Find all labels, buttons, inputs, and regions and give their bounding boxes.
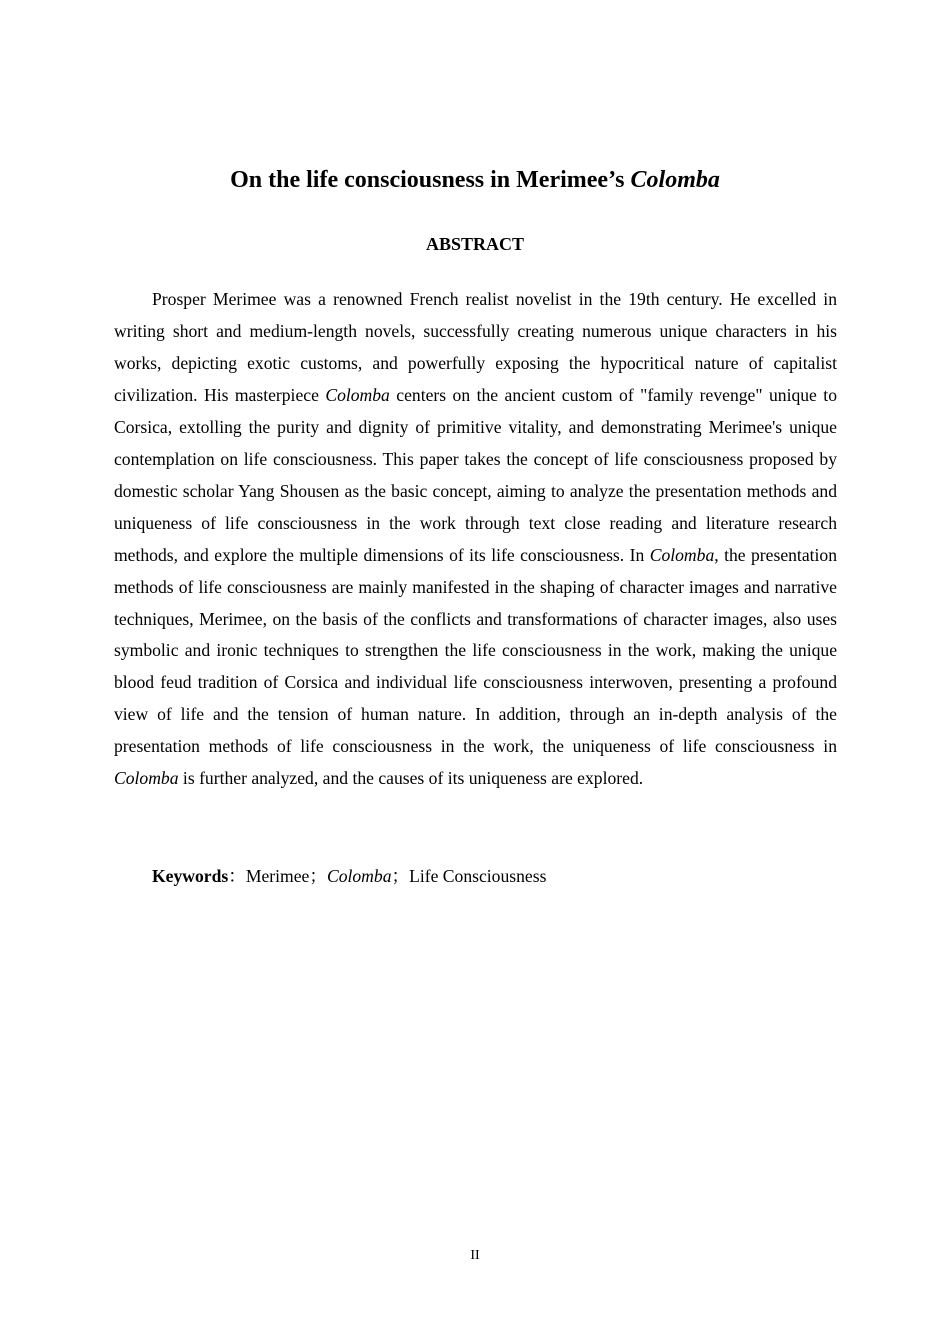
abstract-heading: ABSTRACT — [425, 234, 525, 254]
paper-title-text: On the life consciousness in Merimee’s — [230, 167, 631, 193]
keyword-separator: ； — [391, 866, 410, 886]
keyword-item: Colomba — [326, 866, 392, 886]
abstract-work-title-3: Colomba — [114, 768, 179, 789]
keywords-line — [152, 860, 546, 892]
keywords-label: Keywords — [152, 866, 229, 886]
abstract-work-title-1: Colomba — [325, 384, 390, 405]
page-number: II — [470, 1248, 480, 1263]
abstract-text-part-4: is further analyzed, and the causes of its uniqueness are explored. — [178, 768, 644, 789]
abstract-text-part-2: centers on the ancient custom of "family revenge" unique to Corsica, extolling the purity and dignity of primitive vitality, and demonstrating Merimee's unique contemplation on life consciousness. This paper takes the concept of life consciousness proposed by domestic scholar Yang Shousen as the basic concept, aiming to analyze the presentation methods and uniqueness of life consciousness in the work through text close reading and literature research methods, and explore the multiple dimensions of its life consciousness. In — [114, 384, 837, 565]
abstract-work-title-2: Colomba — [649, 544, 715, 565]
abstract-text-part-3: , the presentation methods of life consciousness are mainly manifested in the shaping of character images and narrative techniques, Merimee, on the basis of the conflicts and transformations of character images, also uses symbolic and ironic techniques to strengthen the life consciousness in the work, making the unique blood feud tradition of Corsica and individual life consciousness interwoven, presenting a profound view of life and the tension of human nature. In addition, through an in-depth analysis of the presentation methods of life consciousness in the work, the uniqueness of life consciousness in — [114, 544, 837, 757]
abstract-paragraph — [114, 284, 837, 795]
paper-title — [0, 164, 950, 196]
abstract-text-part-1: Prosper Merimee was a renowned French realist novelist in the 19th century. He excelled in writing short and medium-length novels, successfully creating numerous unique characters in his works, depicting exotic customs, and powerfully exposing the hypocritical nature of capitalist civilization. His masterpiece — [114, 289, 837, 405]
keyword-item: Life Consciousness — [409, 866, 547, 886]
paper-title-work-name: Colomba — [630, 167, 720, 193]
keyword-separator: ； — [309, 866, 327, 886]
keywords-label-separator: ： — [228, 866, 246, 886]
keyword-item: Merimee — [245, 866, 310, 886]
